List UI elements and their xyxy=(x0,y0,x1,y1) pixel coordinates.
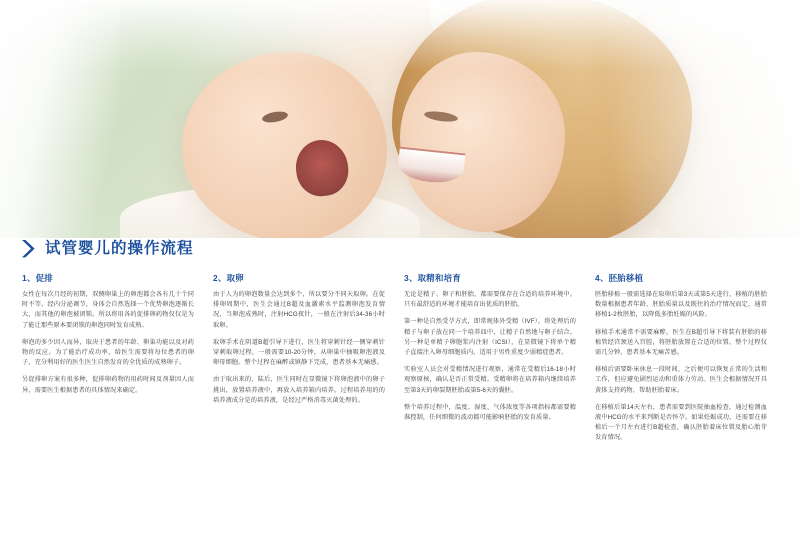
paragraph: 卵泡的多少因人而异，取决于患者的年龄、卵巢功能以及对药物的反应。为了能治疗成功率，给医生需要将每位患者的卵子，充分利用好的医生医生自然发育的全优质的成熟卵子。 xyxy=(22,338,194,367)
paragraph: 无论是精子、卵子和胚胎，都需要保存在合适的培养环境中。只有最舒适的环境才能培育出优质的胚胎。 xyxy=(404,291,576,309)
column-egg-retrieval xyxy=(213,272,385,444)
column-sperm-and-culture xyxy=(404,272,576,444)
page-title: 试管婴儿的操作流程 xyxy=(45,240,194,257)
column-embryo-transfer xyxy=(595,272,767,444)
paragraph: 第一种是自然受孕方式，即常规体外受精（IVF），将处理后的精子与卵子放在同一个培养皿中，让精子自然地与卵子结合。另一种是单精子卵胞浆内注射（ICSI），在显微镜下将单个精子直接注入卵母细胞质内，适用于男性重度少弱精症患者。 xyxy=(404,318,576,357)
paragraph: 整个培养过程中，温度、湿度、气体浓度等各项指标都需要精准控制，任何细微的波动都可能影响胚胎的发育质量。 xyxy=(404,403,576,422)
paragraph: 实验室人员会对受精情况进行观察，通常在受精后16-18小时观察原核，确认是否正常受精。受精卵将在培养箱内继续培养至第3天的卵裂期胚胎或第5-6天的囊胚。 xyxy=(404,366,576,394)
column-promotion xyxy=(22,272,194,444)
column-heading: 1、促排 xyxy=(22,273,53,283)
paragraph: 胚胎移植一般需选择在取卵后第3天或第5天进行，移植的胚胎数量根据患者年龄、胚胎质量以及既往的治疗情况而定，通常移植1-2枚胚胎，以降低多胎妊娠的风险。 xyxy=(595,291,767,319)
paragraph: 移植手术通常不需要麻醉，医生在B超引导下将装有胚胎的移植管经宫颈送入宫腔，将胚胎放置在合适的位置。整个过程仅需几分钟，患者基本无痛苦感。 xyxy=(595,328,767,357)
paragraph: 由于人为的卵泡数量会达到多个，所以要分不同天取卵。在促排卵周期中，医生会通过B超及血激素水平监测卵泡发育情况，当卵泡成熟时，注射HCG夜针，一般在注射后34-36小时取卵。 xyxy=(213,291,385,329)
content-columns xyxy=(22,272,788,444)
section-title xyxy=(22,240,194,258)
paragraph: 由于取出来的，陆后，医生同时在显微镜下将卵泡液中的卵子挑出，放置培养液中，再放入培养箱内培养。过程培养用的的培养液成分是的培养液，是经过严格消毒灭菌处理的。 xyxy=(213,376,385,404)
column-heading: 2、取卵 xyxy=(213,273,244,283)
paragraph: 移植后需要卧床休息一段时间，之后便可以恢复正常的生活和工作，但应避免剧烈运动和重体力劳动。医生会根据情况开具黄体支持药物，帮助胚胎着床。 xyxy=(595,366,767,394)
paragraph: 取卵手术在阴道B超引导下进行，医生将穿刺针经一侧穿刺针穿刺取卵过程，一般需要10-20分钟，从卵巢中抽吸卵泡液及卵母细胞。整个过程在麻醉或镇静下完成，患者基本无痛感。 xyxy=(213,338,385,367)
chevron-right-icon xyxy=(22,240,38,258)
column-heading: 4、胚胎移植 xyxy=(595,273,644,283)
column-heading: 3、取精和培育 xyxy=(404,273,462,283)
hero-photo xyxy=(0,0,806,238)
paragraph: 女性在每次月经的初期，双侧卵巢上的卵泡都会各有几十个同时不等。经内分泌调节，身体会自然选择一个优势卵泡逐渐长大，而其他的卵泡被闭锁。所以将用各的促排卵药物仅仅是为了能让那些原本要闭锁的卵泡同时发育成熟。 xyxy=(22,291,194,329)
photo-overlay xyxy=(0,0,806,238)
paragraph: 另促排卵方案有很多种，促排卵药物的用药时间及剂量因人而异，需要医生根据患者的具体情况来确定。 xyxy=(22,376,194,394)
paragraph: 在移植后第14天左右，患者需要到医院抽血检查，通过检测血液中HCG的水平来判断是否怀孕。如果妊娠成功，还需要在移植后一个月左右进行B超检查，确认胚胎着床位置及胎心胎芽发育情况。 xyxy=(595,403,767,442)
